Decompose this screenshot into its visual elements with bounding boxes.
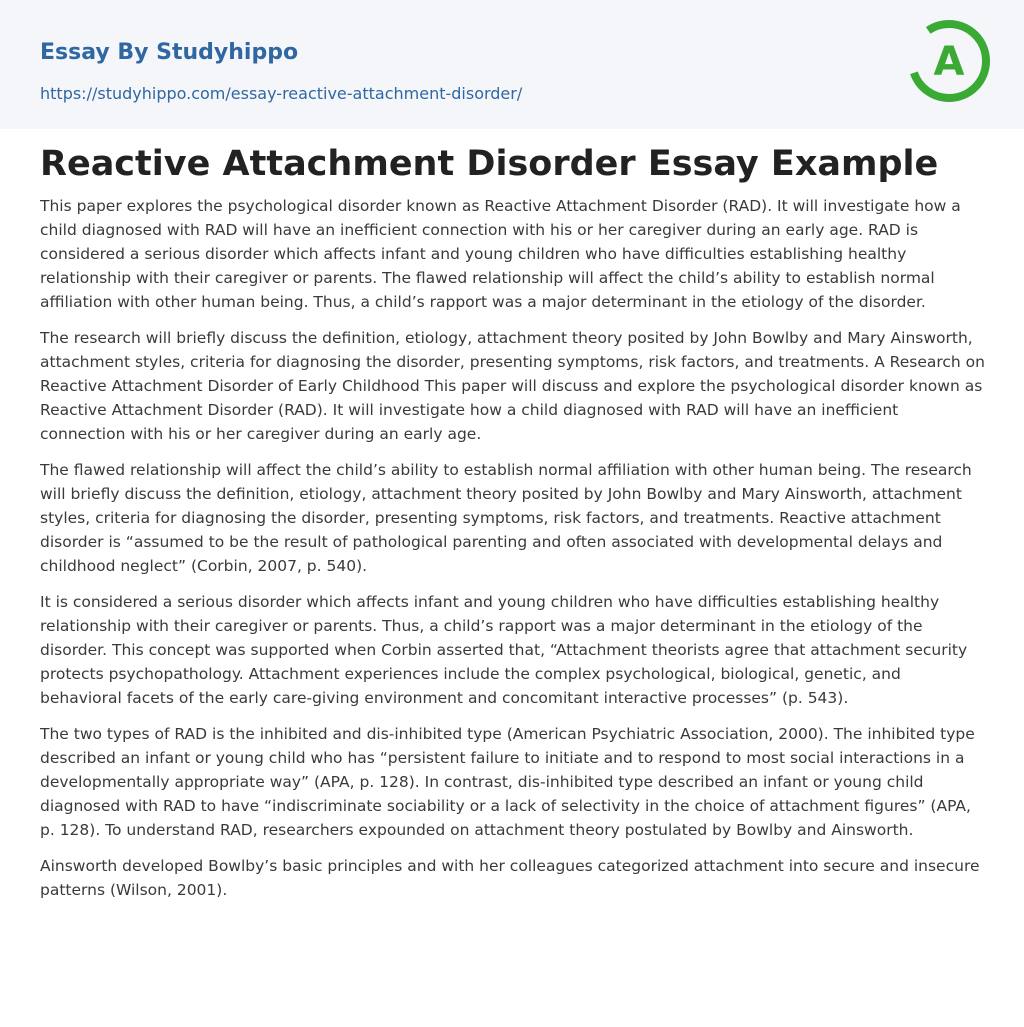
essay-paragraph: Ainsworth developed Bowlby’s basic principles and with her colleagues categorized attachment into secure and insecure patterns (Wilson, 2001).: [40, 857, 980, 899]
essay-paragraph: This paper explores the psychological disorder known as Reactive Attachment Disorder (RAD). It will investigate how a child diagnosed with RAD will have an inefficient connection with his or her caregiver during an early age. RAD is considered a serious disorder which affects infant and young children who have difficulties establishing healthy relationship with their caregiver or parents. The flawed relationship will affect the child’s ability to establish normal affiliation with other human being. Thus, a child’s rapport was a major determinant in the etiology of the disorder.: [40, 197, 961, 311]
studyhippo-logo-icon[interactable]: [906, 18, 992, 104]
site-brand[interactable]: Essay By Studyhippo: [40, 40, 299, 65]
page-url-link[interactable]: https://studyhippo.com/essay-reactive-attachment-disorder/: [40, 84, 523, 103]
essay-paragraph: The flawed relationship will affect the child’s ability to establish normal affiliation with other human being. The research will briefly discuss the definition, etiology, attachment theory posited by John Bowlby and Mary Ainsworth, attachment styles, criteria for diagnosing the disorder, presenting symptoms, risk factors, and treatments. Reactive attachment disorder is “assumed to be the result of pathological parenting and often associated with developmental delays and childhood neglect” (Corbin, 2007, p. 540).: [40, 461, 972, 575]
page-title: Reactive Attachment Disorder Essay Example: [40, 144, 939, 184]
essay-paragraph: It is considered a serious disorder which affects infant and young children who have difficulties establishing healthy relationship with their caregiver or parents. Thus, a child’s rapport was a major determinant in the etiology of the disorder. This concept was supported when Corbin asserted that, “Attachment theorists agree that attachment security protects psychopathology. Attachment experiences include the complex psychological, biological, genetic, and behavioral facets of the early care-giving environment and concomitant interactive processes” (p. 543).: [40, 593, 968, 707]
essay-paragraph: The research will briefly discuss the definition, etiology, attachment theory posited by John Bowlby and Mary Ainsworth, attachment styles, criteria for diagnosing the disorder, presenting symptoms, risk factors, and treatments. A Research on Reactive Attachment Disorder of Early Childhood This paper will discuss and explore the psychological disorder known as Reactive Attachment Disorder (RAD). It will investigate how a child diagnosed with RAD will have an inefficient connection with his or her caregiver during an early age.: [40, 329, 985, 443]
site-header: [0, 0, 1024, 129]
logo-letter: A: [933, 39, 965, 85]
essay-body: [40, 194, 985, 914]
essay-paragraph: The two types of RAD is the inhibited and dis-inhibited type (American Psychiatric Association, 2000). The inhibited type described an infant or young child who has “persistent failure to initiate and to respond to most social interactions in a developmentally appropriate way” (APA, p. 128). In contrast, dis-inhibited type described an infant or young child diagnosed with RAD to have “indiscriminate sociability or a lack of selectivity in the choice of attachment figures” (APA, p. 128). To understand RAD, researchers expounded on attachment theory postulated by Bowlby and Ainsworth.: [40, 725, 975, 839]
